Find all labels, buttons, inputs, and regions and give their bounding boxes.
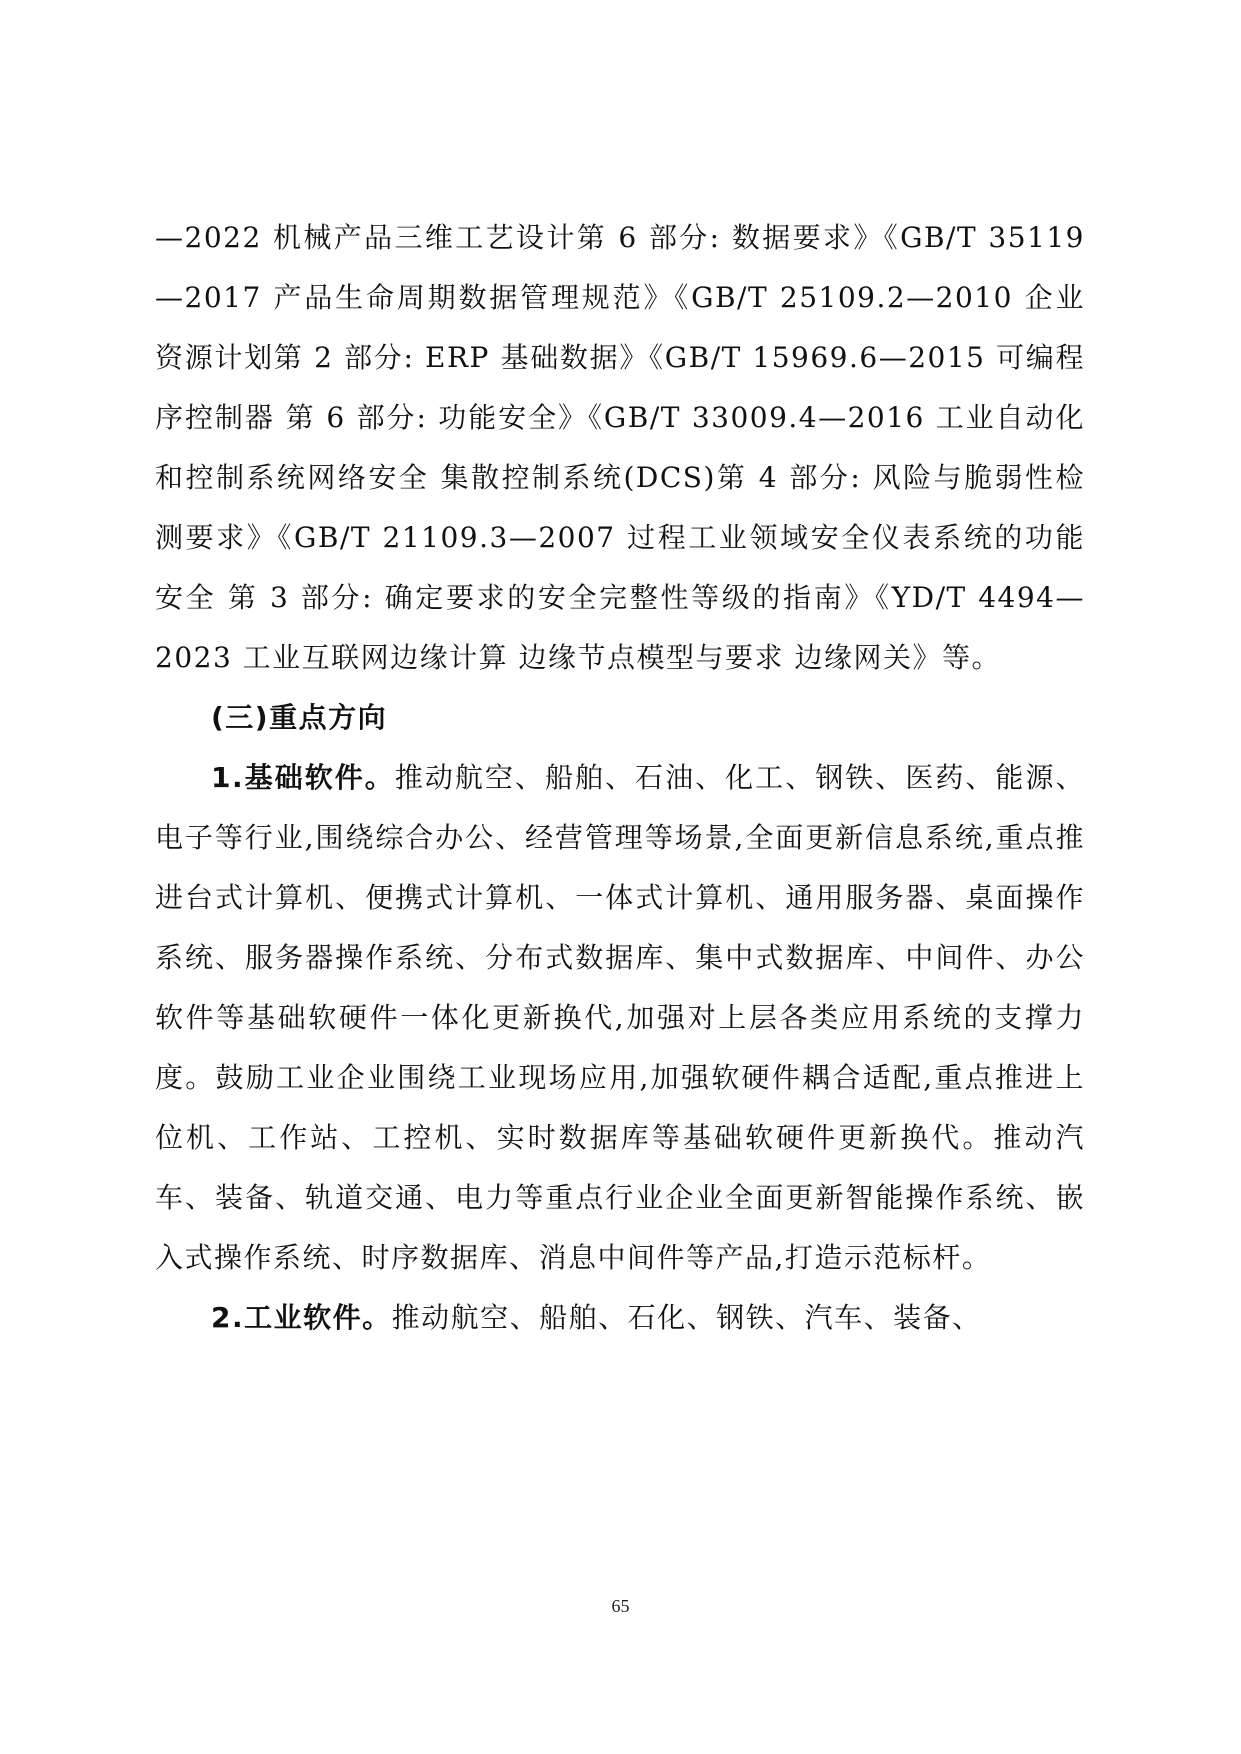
item-text: 推动航空、船舶、石化、钢铁、汽车、装备、 [391,1301,982,1334]
section-heading: (三)重点方向 [211,701,388,734]
item-lead: 2.工业软件。 [211,1301,392,1334]
item-paragraph-industrial-software [155,1288,1085,1348]
body-text [155,208,1085,1348]
item-paragraph-basic-software [155,748,1085,1288]
continuation-paragraph: —2022 机械产品三维工艺设计第 6 部分: 数据要求》《GB/T 35119—2017 产品生命周期数据管理规范》《GB/T 25109.2—2010 企业资源计划第 2 部分: ERP 基础数据》《GB/T 15969.6—2015 可编程序控制器 第 6 部分: 功能安全》《GB/T 33009.4—2016 工业自动化和控制系统网络安全 集散控制系统(DCS)第 4 部分: 风险与脆弱性检测要求》《GB/T 21109.3—2007 过程工业领域安全仪表系统的功能安全 第 3 部分: 确定要求的安全完整性等级的指南》《YD/T 4494—2023 工业互联网边缘计算 边缘节点模型与要求 边缘网关》等。 [155,221,1085,674]
page-number: 65 [611,1596,630,1616]
item-lead: 1.基础软件。 [211,761,395,794]
item-text: 推动航空、船舶、石油、化工、钢铁、医药、能源、电子等行业,围绕综合办公、经营管理等场景,全面更新信息系统,重点推进台式计算机、便携式计算机、一体式计算机、通用服务器、桌面操作系统、服务器操作系统、分布式数据库、集中式数据库、中间件、办公软件等基础软硬件一体化更新换代,加强对上层各类应用系统的支撑力度。鼓励工业企业围绕工业现场应用,加强软硬件耦合适配,重点推进上位机、工作站、工控机、实时数据库等基础软硬件更新换代。推动汽车、装备、轨道交通、电力等重点行业企业全面更新智能操作系统、嵌入式操作系统、时序数据库、消息中间件等产品,打造示范标杆。 [155,761,1085,1274]
